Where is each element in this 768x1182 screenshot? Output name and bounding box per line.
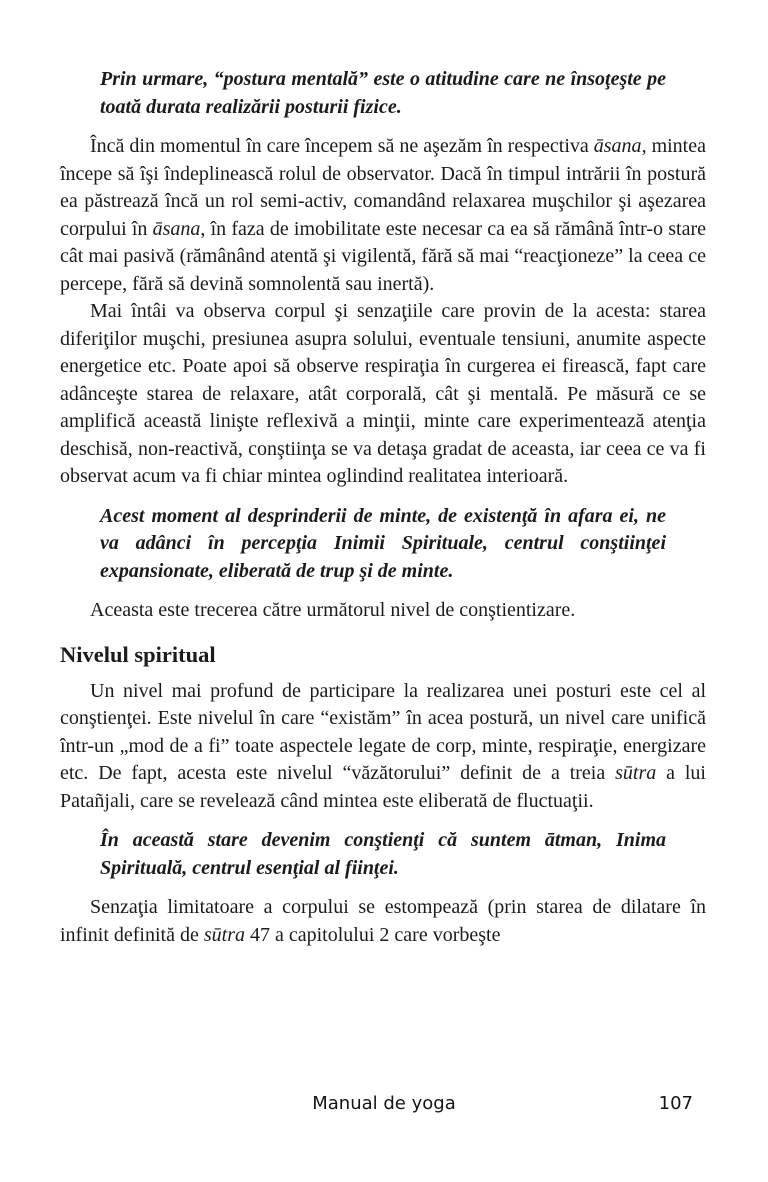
text-run: Senzaţia limitatoare a corpului se estompează (prin starea de dilatare în infinit definită de [60,896,706,946]
text-run: , în faza de imobilitate este necesar ca ea să rămână într-o stare cât mai pasivă (rămânând atentă şi vigilentă, fără să mai “reacţioneze” la ceea ce percepe, fără să devină somnolentă sau inertă). [60,217,706,295]
page-number: 107 [658,1093,693,1114]
section-heading [60,640,706,670]
italic-term: āsana [593,135,642,157]
text-run: Aceasta este trecerea către următorul nivel de conştientizare. [90,599,576,621]
block-quote [100,827,666,882]
block-quote [100,503,666,586]
paragraph [60,894,706,949]
text-run: Un nivel mai profund de participare la realizarea unei posturi este cel al conştienţei. Este nivelul în care “existăm” în acea postură, un nivel care unifică într-un „mod de a fi” toate aspectele legate de corp, minte, respiraţie, energizare etc. De fapt, acesta este nivelul “văzătorului” definit de a treia [60,679,706,784]
text-run: Încă din momentul în care începem să ne aşezăm în respectiva [90,135,594,157]
text-run: , mintea începe să îşi îndeplinească rolul de observator. Dacă în timpul intrării în postură ea păstrează încă un rol semi-activ, comandând relaxarea muşchilor şi aşezarea corpului în [60,135,706,240]
text-run: 47 a capitolului 2 care vorbeşte [244,923,501,946]
paragraph [60,597,706,625]
text-run: Nivelul spiritual [60,641,216,667]
paragraph [60,133,706,298]
paragraph [60,298,706,491]
page-body [60,0,706,949]
italic-term: āsana [152,217,201,240]
text-run: a lui Patañjali, care se revelează când mintea este eliberată de fluctuaţii. [60,762,706,812]
italic-term: sūtra [615,762,657,784]
page-footer [0,1092,768,1118]
text-run: Mai întâi va observa corpul şi senzaţiile care provin de la acesta: starea diferiţilor muşchi, presiunea asupra solului, eventuale tensiuni, anumite aspecte energetice etc. Poate apoi să observe respiraţia în curgerea ei firească, fapt care adânceşte starea de relaxare, atât corporală, cât şi mentală. Pe măsură ce se amplifică această linişte reflexivă a minţii, minte care experimentează atenţia deschisă, non-reactivă, conştiinţa se va detaşa gradat de aceasta, iar ceea ce va fi observat acum va fi chiar mintea oglindind realitatea interioară. [60,300,706,487]
text-run: În această stare devenim conştienţi că suntem ātman, Inima Spirituală, centrul esenţial al fiinţei. [100,829,666,879]
lead-quote [100,66,666,121]
text-run: Prin urmare, “postura mentală” este o atitudine care ne însoţeşte pe toată durata realizării posturii fizice. [100,68,666,118]
italic-term: sūtra [203,923,245,946]
running-title: Manual de yoga [312,1093,456,1114]
text-run: Acest moment al desprinderii de minte, de existenţă în afara ei, ne va adânci în percepţia Inimii Spirituale, centrul conştiinţei expansionate, eliberată de trup şi de minte. [100,504,666,582]
paragraph [60,678,706,816]
